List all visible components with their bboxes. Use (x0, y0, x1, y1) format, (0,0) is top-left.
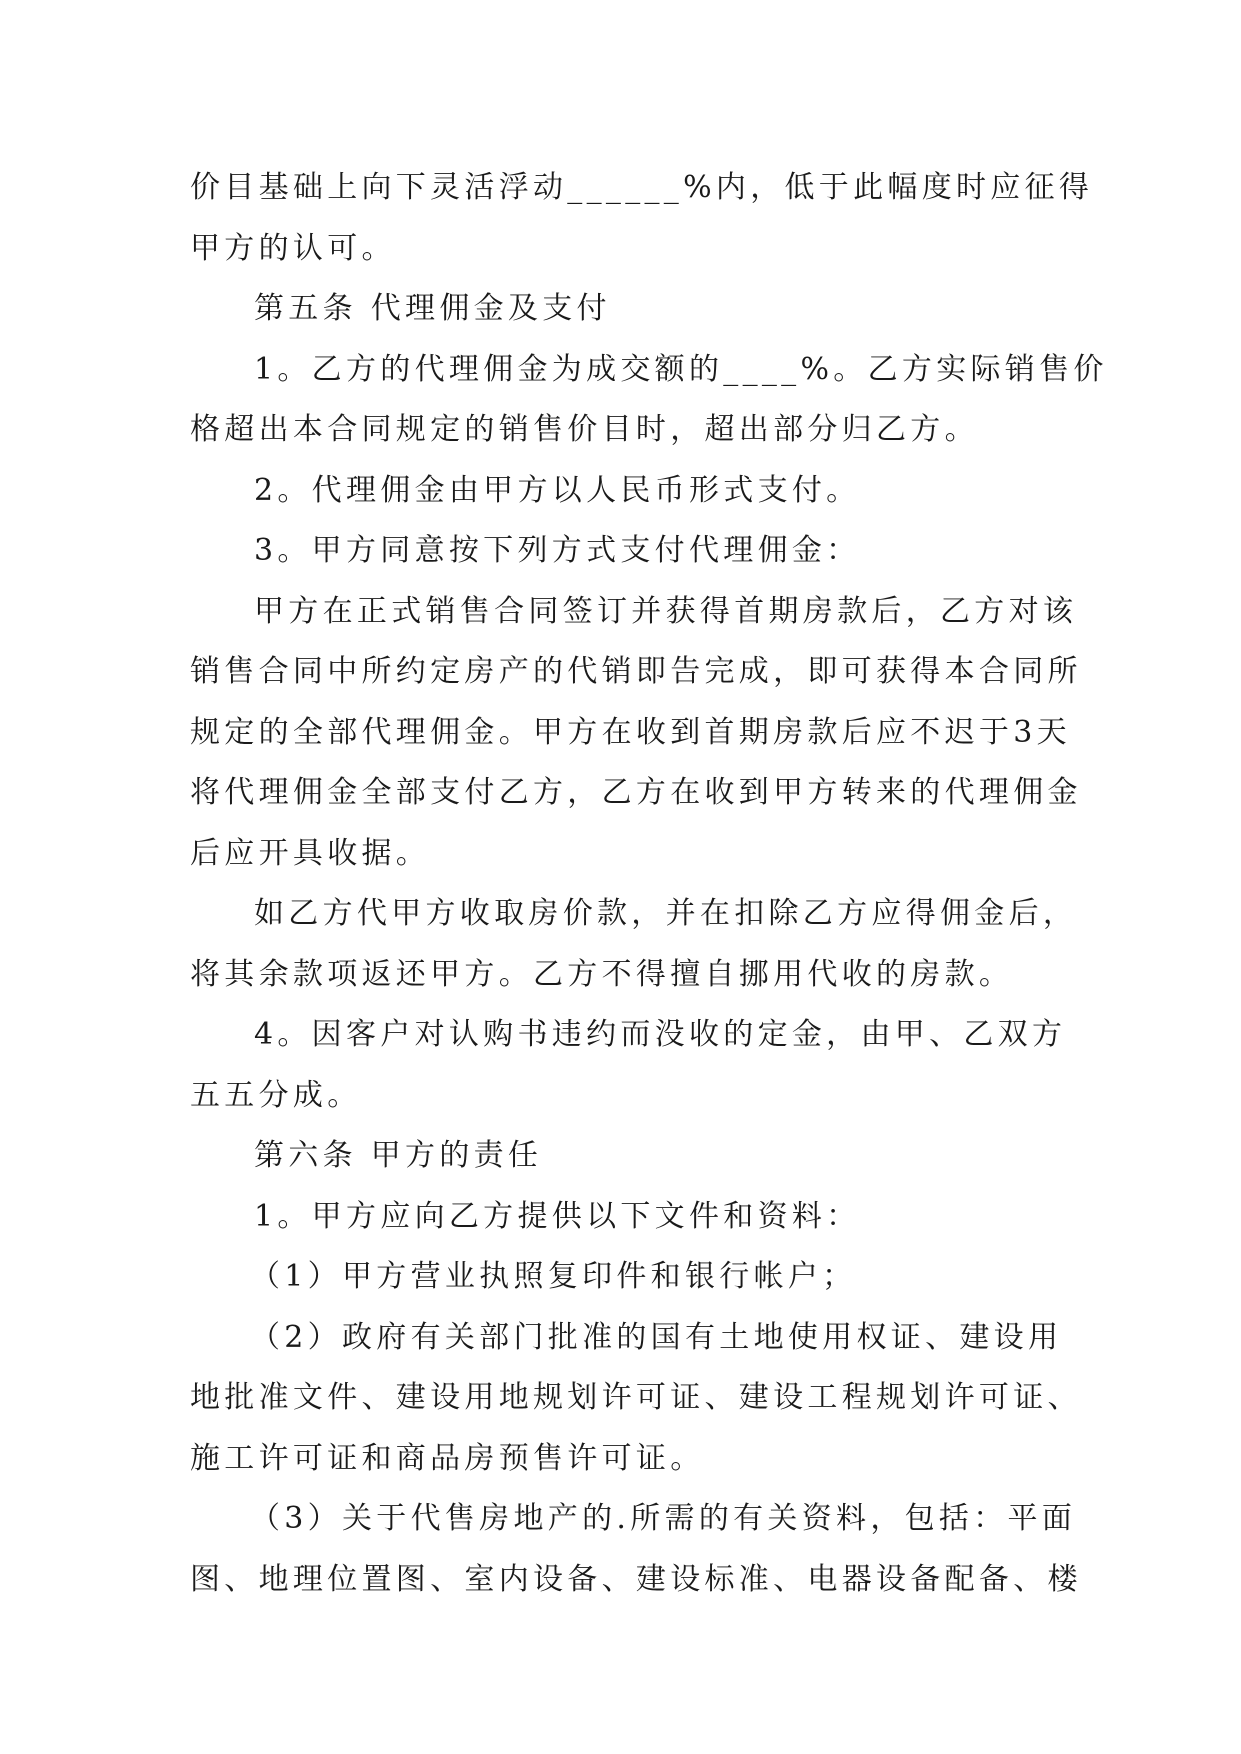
text-line: 规定的全部代理佣金。甲方在收到首期房款后应不迟于3天 (190, 714, 1071, 750)
text-line: 1。甲方应向乙方提供以下文件和资料： (254, 1198, 861, 1234)
text-line: 销售合同中所约定房产的代销即告完成，即可获得本合同所 (190, 654, 1082, 689)
text-line: 后应开具收据。 (190, 835, 431, 871)
text-line: 将代理佣金全部支付乙方，乙方在收到甲方转来的代理佣金 (190, 775, 1082, 810)
text-line: （1）甲方营业执照复印件和银行帐户； (250, 1259, 857, 1294)
text-line: （3）关于代售房地产的.所需的有关资料，包括：平面 (250, 1501, 1077, 1536)
text-line: 格超出本合同规定的销售价目时，超出部分归乙方。 (190, 412, 979, 447)
text-line: 4。因客户对认购书违约而没收的定金，由甲、乙双方 (254, 1017, 1067, 1052)
text-line: 甲方的认可。 (190, 230, 396, 266)
text-line: 将其余款项返还甲方。乙方不得擅自挪用代收的房款。 (190, 956, 1014, 992)
text-line: 2。代理佣金由甲方以人民币形式支付。 (254, 472, 861, 508)
article-heading: 第五条 代理佣金及支付 (254, 291, 611, 326)
article-heading: 第六条 甲方的责任 (254, 1138, 543, 1173)
text-line: 图、地理位置图、室内设备、建设标准、电器设备配备、楼 (190, 1561, 1082, 1597)
text-line: 3。甲方同意按下列方式支付代理佣金： (254, 533, 861, 568)
document-body (190, 158, 1108, 1610)
text-line: （2）政府有关部门批准的国有土地使用权证、建设用 (250, 1319, 1063, 1355)
text-line: 价目基础上向下灵活浮动______%内，低于此幅度时应征得 (190, 170, 1094, 205)
text-line: 五五分成。 (190, 1077, 362, 1113)
text-line: 1。乙方的代理佣金为成交额的____%。乙方实际销售价 (254, 351, 1108, 387)
text-line: 施工许可证和商品房预售许可证。 (190, 1440, 705, 1476)
text-line: 甲方在正式销售合同签订并获得首期房款后，乙方对该 (254, 593, 1078, 629)
text-line: 地批准文件、建设用地规划许可证、建设工程规划许可证、 (190, 1380, 1082, 1415)
text-line: 如乙方代甲方收取房价款，并在扣除乙方应得佣金后， (254, 896, 1078, 931)
